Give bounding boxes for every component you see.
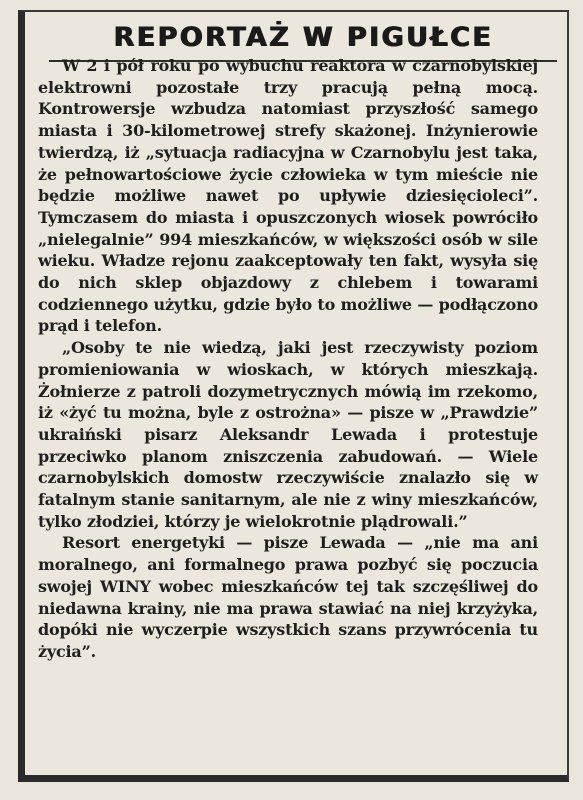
article-paragraph-3: Resort energetyki — pisze Lewada — „nie ma ani moralnego, ani formalnego prawa pozbyć się poczucia swojej WINY wobec mieszkańców tej tak szczęśliwej do niedawna krainy, nie ma prawa stawiać na niej krzyżyka, dopóki nie wyczerpie wszystkich szans przywrócenia tu życia”.	[38, 533, 538, 661]
article-headline: REPORTAŻ W PIGUŁCE	[113, 22, 494, 53]
article-paragraph-2: „Osoby te nie wiedzą, jaki jest rzeczywisty poziom promieniowania w wioskach, w których mieszkają. Żołnierze z patroli dozymetrycznych mówią im rzekomo, iż «żyć tu można, byle z ostrożna» — pisze w „Prawdzie” ukraiński pisarz Aleksandr Lewada i protestuje przeciwko planom zniszczenia zabudowań. — Wiele czarnobylskich domostw rzeczywiście znalazło się w fatalnym stanie sanitarnym, ale nie z winy mieszkańców, tylko złodziei, którzy je wielokrotnie plądrowali.”	[38, 338, 538, 531]
article-paragraph-1: W 2 i pół roku po wybuchu reaktora w czarnobylskiej elektrowni pozostałe trzy pracują pełną mocą. Kontrowersje wzbudza natomiast przyszłość samego miasta i 30-kilometrowej strefy skażonej. Inżynierowie twierdzą, iż „sytuacja radiacyjna w Czarnobylu jest taka, że pełnowartościowe życie człowieka w tym mieście nie będzie możliwe nawet po upływie dziesięcioleci”. Tymczasem do miasta i opuszczonych wiosek powróciło „nielegalnie” 994 mieszkańców, w większości osób w sile wieku. Władze rejonu zaakceptowały ten fakt, wysyła się do nich sklep objazdowy z chlebem i towarami codziennego użytku, gdzie było to możliwe — podłączono prąd i telefon.	[38, 56, 538, 336]
article-body	[38, 55, 538, 663]
